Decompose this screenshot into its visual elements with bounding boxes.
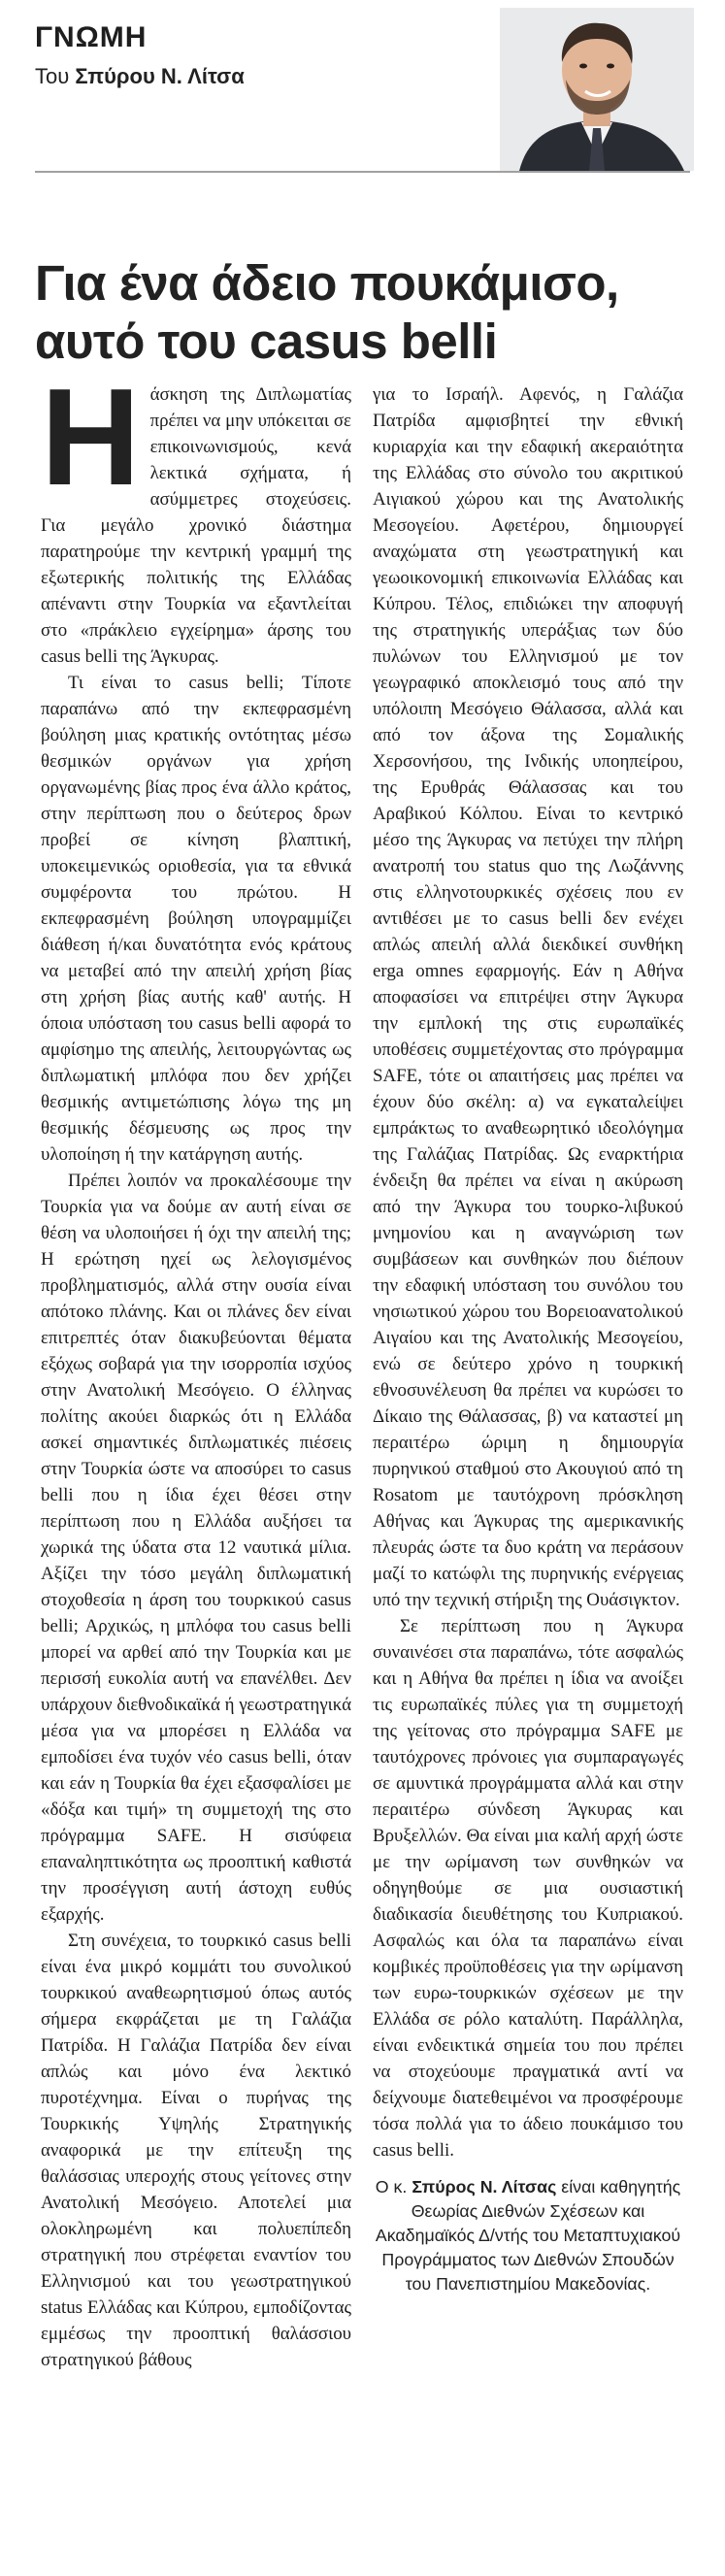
paragraph: Τι είναι το casus belli; Τίποτε παραπάνω από την εκπεφρασμένη βούληση μιας κρατικής οντότητας μέσω θεσμικών οργάνων για χρήση οργανωμένης βίας προς ένα άλλο κράτος, στην περίπτωση που ο δεύτερος δρων προβεί σε κίνηση βλαπτική, υποκειμενικώς οριοθεσία, για τα εθνικά συμφέροντα του πρώτου. Η εκπεφρασμένη βούληση υπογραμμίζει διάθεση ή/και δυνατότητα ενός κράτους να μεταβεί από την απειλή χρήση βίας στη χρήση βίας αυτής καθ' αυτής. Η όποια υπόσταση του casus belli αφορά το αμφίσημο της απειλής, λειτουργώντας ως διπλωματική μπλόφα που δεν χρήζει θεσμικής αντιμετώπισης λόγω της μη θεσμικής δέσμευσης ως προς την υλοποίηση ή την κατάργηση αυτής. — [41, 673, 351, 1165]
section-label: ΓΝΩΜΗ — [35, 21, 148, 53]
header-rule — [35, 171, 690, 173]
paragraph: για το Ισραήλ. Αφενός, η Γαλάζια Πατρίδα αμφισβητεί την εθνική κυριαρχία και την εδαφική ακεραιότητα της Ελλάδας στο σύνολο του ακριτικού Αιγιακού χώρου και της Ανατολικής Μεσογείου. Αφετέρου, δημιουργεί αναχώματα στη γεωστρατηγική και γεωοικονομική επικοινωνία Ελλάδας και Κύπρου. Τέλος, επιδιώκει την αποφυγή της στρατηγικής υπεράξιας των δύο πυλώνων του Ελληνισμού με τον γεωγραφικό αποκλεισμό τους από την υπόλοιπη Μεσόγειο Θάλασσα, αλλά και από τον άξονα της Σομαλικής Χερσονήσου, της Ινδικής υποηπείρου, της Ερυθράς Θάλασσας και του Αραβικού Κόλπου. Είναι το κεντρικό μέσο της Άγκυρας να πετύχει την πλήρη ανατροπή του status quo της Λωζάννης στις ελληνοτουρκικές σχέσεις που εν αντιθέσει με το casus belli δεν ενέχει απλώς απειλή αλλά διεκδικεί συνθήκη erga omnes εφαρμογής. Εάν η Αθήνα αποφασίσει να επιτρέψει στην Άγκυρα την εμπλοκή της στις ευρωπαϊκές υποθέσεις συμμετέχοντας στο πρόγραμμα SAFE, τότε οι απαιτήσεις μας πρέπει να έχουν δύο σκέλη: α) να εγκαταλείψει εμπράκτως το αναθεωρητικό ιδεολόγημα της Γαλάζιας Πατρίδας. Ως εναρκτήρια ένδειξη θα πρέπει να είναι η ακύρωση από την Άγκυρα του τουρκο-λιβυκού μνημονίου και η αναγνώριση των συμβάσεων και συνθηκών που διέπουν την εδαφική υπόσταση του συνόλου του νησιωτικού χώρου του Βορειοανατολικού Αιγαίου και της Ανατολικής Μεσογείου, ενώ σε δεύτερο χρόνο η τουρκική εθνοσυνέλευση θα πρέπει να κυρώσει το Δίκαιο της Θάλασσας, β) να καταστεί μη περαιτέρω ώριμη η δημιουργία πυρηνικού σταθμού στο Ακουγιού από τη Rosatom με ταυτόχρονη πρόσκληση Αθήνας και Άγκυρας της αμερικανικής πλευράς ώστε τα δυο κράτη να περάσουν μαζί το κατώφλι της πυρηνικής ενέργειας υπό την τεχνική στήριξη της Ουάσιγκτον. — [373, 384, 683, 1610]
paragraph: Πρέπει λοιπόν να προκαλέσουμε την Τουρκία για να δούμε αν αυτή είναι σε θέση να υλοποιήσει ή όχι την απειλή της; Η ερώτηση ηχεί ως λελογισμένος προβληματισμός, αλλά στην ουσία είναι απότοκο πλάνης. Και οι πλάνες δεν είναι επιτρεπτές όταν διακυβεύονται θέματα εξόχως σοβαρά για την ισορροπία ισχύος στην Ανατολική Μεσόγειο. Ο έλληνας πολίτης ακούει διαρκώς ότι η Ελλάδα ασκεί σημαντικές διπλωματικές πιέσεις στην Τουρκία ώστε να αποσύρει το casus belli που η ίδια έχει θέσει στην περίπτωση που η Ελλάδα αυξήσει τα χωρικά της ύδατα στα 12 ναυτικά μίλια. Αξίζει την τόσο μεγάλη διπλωματική στοχοθεσία η άρση του τουρκικού casus belli; Αρχικώς, η μπλόφα του casus belli μπορεί να αρθεί από την Τουρκία και με περισσή ευκολία αυτή να επανέλθει. Δεν υπάρχουν διεθνοδικαϊκά ή γεωστρατηγικά μέσα για να μπορέσει η Ελλάδα να εμποδίσει ένα τυχόν νέο casus belli, όταν και εάν η Τουρκία θα έχει εξασφαλίσει με «δόξα και τιμή» τη συμμετοχή της στο πρόγραμμα SAFE. Η σισύφεια επαναληπτικότητα ως προοπτική καθιστά την προσέγγιση αυτή άστοχη ευθύς εξαρχής. — [41, 1171, 351, 1925]
author-portrait — [500, 8, 694, 171]
author-bio — [373, 2175, 683, 2296]
byline-prefix: Του — [35, 64, 70, 88]
paragraph: Σε περίπτωση που η Άγκυρα συναινέσει στα παραπάνω, τότε ασφαλώς και η Αθήνα θα πρέπει η ίδια να ανοίξει τις ευρωπαϊκές πύλες για τη συμμετοχή της γείτονας στο πρόγραμμα SAFE με ταυτόχρονες πρόνοιες για συμπαραγωγές σε αμυντικά προγράμματα αλλά και στην περαιτέρω σύνδεση Άγκυρας και Βρυξελλών. Θα είναι μια καλή αρχή ώστε με την ωρίμανση των συνθηκών να οδηγηθούμε σε μια ουσιαστική διαδικασία διευθέτησης του Κυπριακού. Ασφαλώς και όλα τα παραπάνω είναι κομβικές προϋποθέσεις για την ωρίμανση των ευρω-τουρκικών σχέσεων με την Ελλάδα σε ρόλο καταλύτη. Παράλληλα, είναι ενδεικτικά σημεία του που πρέπει να στοχεύουμε πραγματικά αντί να δείχνουμε διατεθειμένοι να προσφέρουμε τόσα πολλά για το άδειο πουκάμισο του casus belli. — [373, 1616, 683, 2161]
column-right — [373, 381, 683, 2296]
bio-text: είναι καθηγητής Θεωρίας Διεθνών Σχέσεων και Ακαδημαϊκός Δ/ντής του Μεταπτυχιακού Προγράμματος των Διεθνών Σπουδών του Πανεπιστημίου Μακεδονίας. — [375, 2177, 681, 2294]
paragraph: Στη συνέχεια, το τουρκικό casus belli είναι ένα μικρό κομμάτι του συνολικού τουρκικού αναθεωρητισμού όπως αυτός σήμερα εκφράζεται με τη Γαλάζια Πατρίδα. Η Γαλάζια Πατρίδα δεν είναι απλώς και μόνο ένα λεκτικό πυροτέχνημα. Είναι ο πυρήνας της Τουρκικής Υψηλής Στρατηγικής αναφορικά με την επίτευξη της θαλάσσιας υπεροχής στους γείτονες στην Ανατολική Μεσόγειο. Αποτελεί μια ολοκληρωμένη και πολυεπίπεδη στρατηγική που στρέφεται εναντίον του Ελληνισμού και του γεωστρατηγικού status Ελλάδας και Κύπρου, εμποδίζοντας εμμέσως την προοπτική θαλάσσιου στρατηγικού βάθους — [41, 1931, 351, 2370]
article-body — [41, 360, 683, 2517]
bio-name: Σπύρος Ν. Λίτσας — [412, 2177, 557, 2196]
paragraph: άσκηση της Διπλωματίας πρέπει να μην υπόκειται σε επικοινωνισμούς, κενά λεκτικά σχήματα, ή ασύμμετρες στοχεύσεις. Για μεγάλο χρονικό διάστημα παρατηρούμε την κεντρική γραμμή της εξωτερικής πολιτικής της Ελλάδας απέναντι στην Τουρκία να εξαντλείται στο «πράκλειο εγχείρημα» άρσης του casus belli της Άγκυρας. — [41, 384, 351, 667]
drop-cap: Η — [41, 360, 141, 514]
column-left — [41, 360, 351, 2373]
article-header — [0, 0, 725, 170]
article-title: Για ένα άδειο πουκάμισο, αυτό του casus belli — [35, 255, 619, 370]
byline — [35, 64, 245, 89]
byline-author: Σπύρου Ν. Λίτσα — [75, 64, 245, 88]
author-portrait-icon — [500, 8, 694, 171]
bio-prefix: Ο κ. — [375, 2177, 408, 2196]
